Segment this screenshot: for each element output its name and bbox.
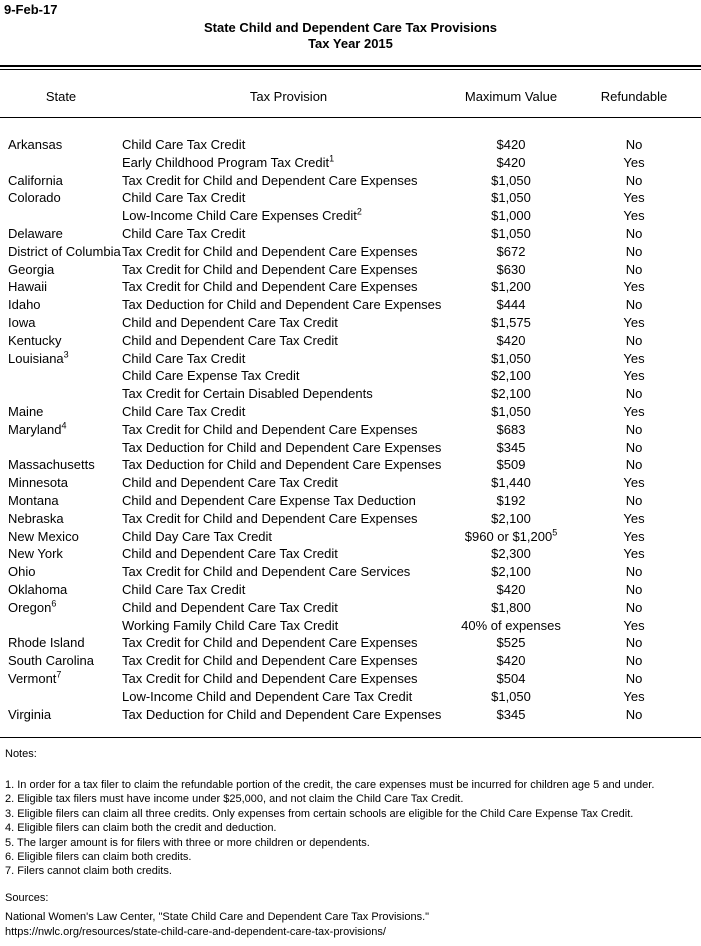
note-line: 3. Eligible filers can claim all three credits. Only expenses from certain schools are eligible for the Child Care Expense Tax Credit. [5,807,634,820]
row-state: California [8,172,63,188]
row-state: Kentucky [8,332,62,348]
row-refundable: No [625,564,643,580]
row-state [0,688,122,706]
table-row [0,154,701,172]
table-row [0,439,701,457]
source-line: National Women's Law Center, "State Child Care and Dependent Care Tax Provisions." [5,911,430,923]
table-row [0,688,701,706]
row-state: Virginia [8,706,52,722]
title-line-2: Tax Year 2015 [308,36,393,51]
row-state: Arkansas [8,137,63,152]
table-row [0,510,701,528]
footnote-marker: 4 [61,420,67,431]
row-maximum-value: $1,000 [491,208,531,224]
row-maximum-value: $672 [496,243,526,259]
row-maximum-value: $2,100 [491,564,531,580]
notes-label: Notes: [5,748,37,760]
note-line: 4. Eligible filers can claim both the credit and deduction. [5,822,277,835]
table-row [0,706,701,724]
header-maximum-value: Maximum Value [464,89,558,104]
row-tax-provision: Tax Credit for Child and Dependent Care Services [122,564,411,580]
row-state: Nebraska [8,510,64,526]
table-row [0,314,701,332]
table-row [0,225,701,243]
table-row [0,670,701,688]
row-refundable: No [625,386,643,402]
row-tax-provision: Tax Credit for Child and Dependent Care Expenses [122,653,418,669]
row-refundable: Yes [623,688,645,704]
source-line: https://nwlc.org/resources/state-child-care-and-dependent-care-tax-provisions/ [5,926,386,938]
row-refundable: Yes [623,208,645,224]
row-refundable: No [625,297,643,313]
table-row [0,492,701,510]
row-refundable: No [625,261,643,277]
row-maximum-value: $345 [496,706,526,722]
header-tax-provision: Tax Provision [249,89,328,104]
footnote-marker: 1 [329,153,335,164]
row-state: Georgia [8,261,55,277]
row-refundable: Yes [623,154,645,170]
row-state: Oklahoma [8,581,68,597]
row-state [0,154,122,172]
row-maximum-value: $420 [496,137,526,152]
notes-list [5,778,654,879]
row-tax-provision: Child and Dependent Care Tax Credit [122,314,338,330]
row-refundable: No [625,137,643,152]
row-tax-provision: Child and Dependent Care Expense Tax Deduction [122,492,416,508]
row-maximum-value: $960 or $1,200$^5$ [464,527,558,544]
table-row [0,350,701,368]
row-refundable: No [625,332,643,348]
row-state: Idaho [8,297,41,313]
row-tax-provision: Working Family Child Care Tax Credit [122,617,339,633]
top-double-rule [0,65,701,70]
table-row [0,189,701,207]
header-state: State [45,89,77,104]
row-refundable: No [625,706,643,722]
row-tax-provision: Tax Deduction for Child and Dependent Care Expenses [122,297,442,313]
row-state: Delaware [8,225,63,241]
footnote-marker: 6 [51,598,57,609]
table-row [0,617,701,635]
row-refundable: No [625,243,643,259]
row-refundable: No [625,670,643,686]
table-row [0,528,701,546]
row-state: New York [8,546,63,562]
row-maximum-value: $1,050 [491,350,531,366]
row-maximum-value: $444 [496,297,526,313]
note-line: 7. Filers cannot claim both credits. [5,865,172,878]
row-state: Montana [8,492,59,508]
row-refundable: No [625,439,643,455]
table-row [0,456,701,474]
row-maximum-value: $525 [496,635,526,651]
row-refundable: No [625,653,643,669]
row-tax-provision: Child Care Tax Credit [122,190,246,206]
footnote-marker: 5 [552,527,558,538]
sources-list [5,910,429,940]
row-tax-provision: Child and Dependent Care Tax Credit [122,599,338,615]
row-maximum-value: $630 [496,261,526,277]
table-row [0,581,701,599]
row-refundable: Yes [623,403,645,419]
row-tax-provision: Child Care Tax Credit [122,350,246,366]
table-row [0,243,701,261]
table-bottom-rule [0,737,701,738]
row-tax-provision: Tax Credit for Child and Dependent Care Expenses [122,172,418,188]
table-row [0,474,701,492]
row-tax-provision: Tax Deduction for Child and Dependent Care Expenses [122,457,442,473]
footnote-marker: 2 [356,206,362,217]
row-state: Rhode Island [8,635,85,651]
row-maximum-value: $1,050 [491,225,531,241]
row-state: Massachusetts [8,457,95,473]
row-state: Vermont$^7$ [8,669,62,686]
row-tax-provision: Tax Credit for Child and Dependent Care Expenses [122,261,418,277]
row-state [0,207,122,225]
row-maximum-value: $1,050 [491,190,531,206]
row-state: Minnesota [8,475,68,491]
row-refundable: Yes [623,546,645,562]
row-maximum-value: $420 [496,154,526,170]
row-maximum-value: $504 [496,670,526,686]
row-maximum-value: $420 [496,653,526,669]
row-state: Hawaii [8,279,48,295]
table-rows [0,136,701,723]
row-refundable: No [625,599,643,615]
row-refundable: Yes [623,190,645,206]
row-maximum-value: $2,100 [491,386,531,402]
row-tax-provision: Child and Dependent Care Tax Credit [122,332,338,348]
row-tax-provision: Child Care Tax Credit [122,225,246,241]
row-tax-provision: Tax Credit for Child and Dependent Care Expenses [122,279,418,295]
table-row [0,563,701,581]
row-refundable: No [625,421,643,437]
row-state: Iowa [8,314,36,330]
note-line: 2. Eligible tax filers must have income under $25,000, and not claim the Child Care Tax Credit. [5,793,464,806]
note-line: 5. The larger amount is for filers with three or more children or dependents. [5,836,370,849]
row-tax-provision: Early Childhood Program Tax Credit$^1$ [122,153,335,170]
row-maximum-value: $2,100 [491,368,531,384]
row-state: District of Columbia [8,243,121,259]
footnote-marker: 3 [63,349,69,360]
title-line-1: State Child and Dependent Care Tax Provisions [203,20,498,35]
row-tax-provision: Tax Credit for Child and Dependent Care Expenses [122,421,418,437]
row-maximum-value: $2,100 [491,510,531,526]
row-state: Ohio [8,564,36,580]
document-date: 9-Feb-17 [4,2,58,17]
row-tax-provision: Tax Deduction for Child and Dependent Care Expenses [122,439,442,455]
note-line: 1. In order for a tax filer to claim the refundable portion of the credit, the care expenses must be incurred for children age 5 and under. [5,779,655,791]
row-refundable: Yes [623,314,645,330]
row-tax-provision: Tax Deduction for Child and Dependent Care Expenses [122,706,442,722]
row-refundable: Yes [623,350,645,366]
row-tax-provision: Child and Dependent Care Tax Credit [122,546,338,562]
row-tax-provision: Low-Income Child and Dependent Care Tax Credit [122,688,413,704]
row-state [0,385,122,403]
table-header-row [0,90,701,104]
row-refundable: Yes [623,475,645,491]
row-tax-provision: Tax Credit for Certain Disabled Dependents [122,386,373,402]
row-state: Colorado [8,190,61,206]
row-state: South Carolina [8,653,94,669]
table-row [0,367,701,385]
table-row [0,634,701,652]
row-maximum-value: $1,200 [491,279,531,295]
table-row [0,385,701,403]
row-maximum-value: $1,440 [491,475,531,491]
row-tax-provision: Tax Credit for Child and Dependent Care Expenses [122,635,418,651]
row-maximum-value: $1,050 [491,403,531,419]
row-state: Louisiana$^3$ [8,349,69,366]
row-tax-provision: Child and Dependent Care Tax Credit [122,475,338,491]
table-row [0,278,701,296]
footnote-marker: 7 [56,669,62,680]
table-row [0,332,701,350]
row-maximum-value: $509 [496,457,526,473]
note-line: 6. Eligible filers can claim both credits. [5,851,192,864]
row-refundable: No [625,225,643,241]
table-row [0,403,701,421]
row-refundable: Yes [623,528,645,544]
table-row [0,599,701,617]
row-refundable: No [625,457,643,473]
row-refundable: Yes [623,510,645,526]
row-maximum-value: $1,050 [491,688,531,704]
row-tax-provision: Low-Income Child Care Expenses Credit$^2$ [122,206,362,224]
document-title [0,20,701,52]
table-row [0,261,701,279]
header-rule [0,117,701,118]
row-maximum-value: $345 [496,439,526,455]
row-refundable: Yes [623,279,645,295]
table-row [0,652,701,670]
row-tax-provision: Child Care Tax Credit [122,581,246,597]
table-row [0,207,701,225]
row-maximum-value: $2,300 [491,546,531,562]
row-maximum-value: $420 [496,581,526,597]
row-tax-provision: Child Care Tax Credit [122,137,246,152]
row-state [0,367,122,385]
row-refundable: No [625,492,643,508]
row-refundable: Yes [623,617,645,633]
header-refundable: Refundable [600,89,668,104]
table-row [0,172,701,190]
row-maximum-value: $1,800 [491,599,531,615]
row-refundable: No [625,581,643,597]
row-maximum-value: $1,050 [491,172,531,188]
row-tax-provision: Child Care Expense Tax Credit [122,368,300,384]
row-tax-provision: Child Day Care Tax Credit [122,528,273,544]
row-tax-provision: Child Care Tax Credit [122,403,246,419]
table-row [0,136,701,154]
table-row [0,421,701,439]
row-state: New Mexico [8,528,79,544]
row-maximum-value: $1,575 [491,314,531,330]
row-tax-provision: Tax Credit for Child and Dependent Care Expenses [122,670,418,686]
row-refundable: No [625,172,643,188]
row-tax-provision: Tax Credit for Child and Dependent Care Expenses [122,510,418,526]
row-maximum-value: $192 [496,492,526,508]
row-refundable: No [625,635,643,651]
row-state: Maryland$^4$ [8,420,67,437]
row-state: Oregon$^6$ [8,598,57,615]
row-maximum-value: $683 [496,421,526,437]
row-maximum-value: 40% of expenses [461,617,561,633]
row-maximum-value: $420 [496,332,526,348]
row-state [0,617,122,635]
row-refundable: Yes [623,368,645,384]
sources-label: Sources: [5,892,49,904]
table-row [0,296,701,314]
row-tax-provision: Tax Credit for Child and Dependent Care Expenses [122,243,418,259]
row-state [0,439,122,457]
table-row [0,545,701,563]
row-state: Maine [8,403,44,419]
